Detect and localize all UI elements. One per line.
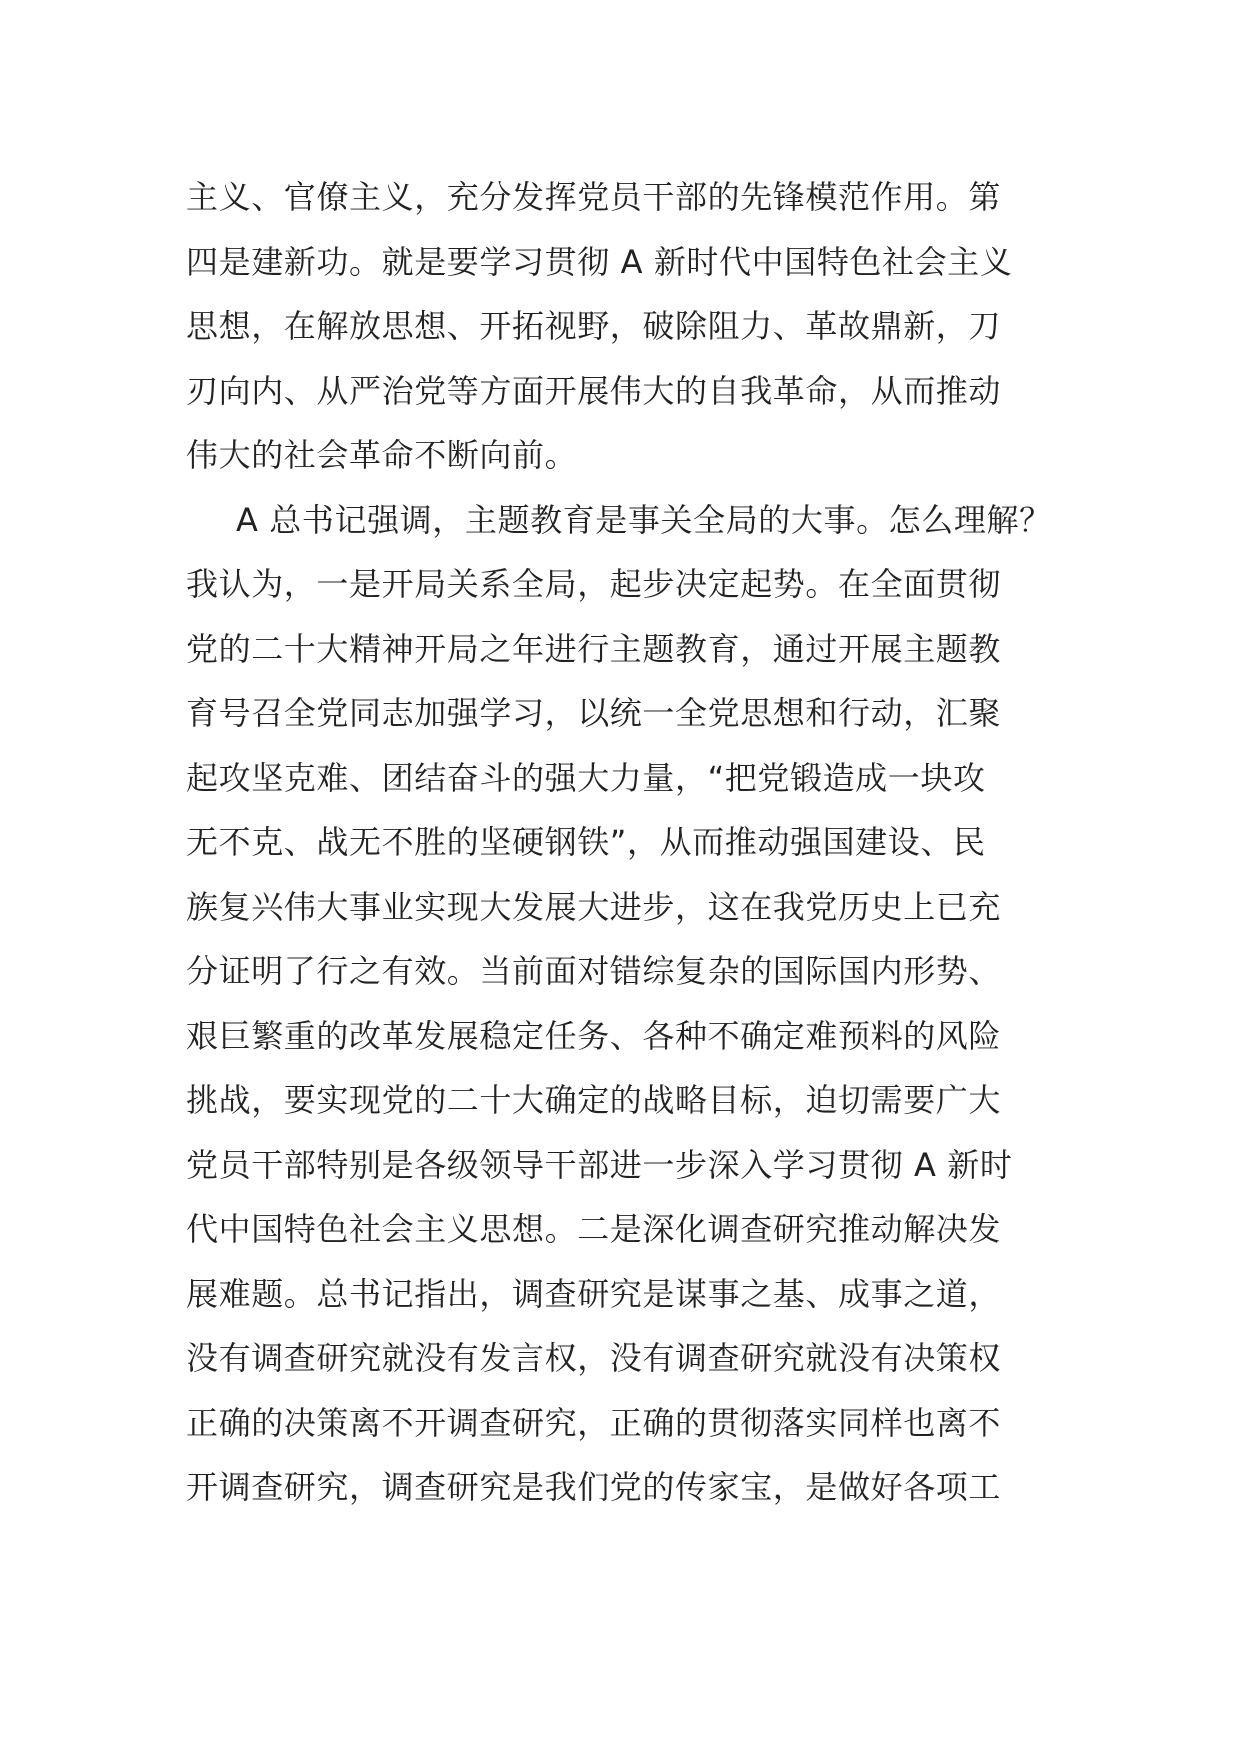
text-line: 代中国特色社会主义思想。二是深化调查研究推动解决发 — [186, 1210, 1002, 1248]
text-line: 没有调查研究就没有发言权，没有调查研究就没有决策权 — [186, 1339, 1002, 1377]
text-line: 我认为，一是开局关系全局，起步决定起势。在全面贯彻 — [186, 565, 1002, 603]
text-line: 育号召全党同志加强学习，以统一全党思想和行动，汇聚 — [186, 694, 1002, 732]
text-line: 四是建新功。就是要学习贯彻 A 新时代中国特色社会主义 — [186, 242, 1013, 281]
text-line: A 总书记强调，主题教育是事关全局的大事。怎么理解？ — [236, 500, 1052, 539]
text-line: 艰巨繁重的改革发展稳定任务、各种不确定难预料的风险 — [186, 1016, 1002, 1055]
text-line: 思想，在解放思想、开拓视野，破除阻力、革故鼎新，刀 — [186, 307, 1002, 345]
text-line: 刃向内、从严治党等方面开展伟大的自我革命，从而推动 — [186, 371, 1002, 410]
text-line: 正确的决策离不开调查研究，正确的贯彻落实同样也离不 — [186, 1403, 1002, 1442]
text-line: 开调查研究，调查研究是我们党的传家宝，是做好各项工 — [186, 1468, 1002, 1506]
body-text — [186, 165, 1066, 1520]
text-line: 党的二十大精神开局之年进行主题教育，通过开展主题教 — [186, 629, 1002, 668]
text-line: 展难题。总书记指出，调查研究是谋事之基、成事之道， — [186, 1274, 1002, 1313]
text-line: 主义、官僚主义，充分发挥党员干部的先锋模范作用。第 — [186, 178, 1002, 216]
text-line: 挑战，要实现党的二十大确定的战略目标，迫切需要广大 — [186, 1081, 1002, 1119]
text-line: 起攻坚克难、团结奋斗的强大力量，“把党锻造成一块攻 — [186, 758, 986, 797]
text-line: 伟大的社会革命不断向前。 — [186, 436, 578, 474]
text-line: 无不克、战无不胜的坚硬钢铁”，从而推动强国建设、民 — [186, 823, 986, 861]
text-line: 党员干部特别是各级领导干部进一步深入学习贯彻 A 新时 — [186, 1145, 1013, 1184]
text-line: 分证明了行之有效。当前面对错综复杂的国际国内形势、 — [186, 952, 1002, 990]
text-line: 族复兴伟大事业实现大发展大进步，这在我党历史上已充 — [186, 887, 1002, 926]
